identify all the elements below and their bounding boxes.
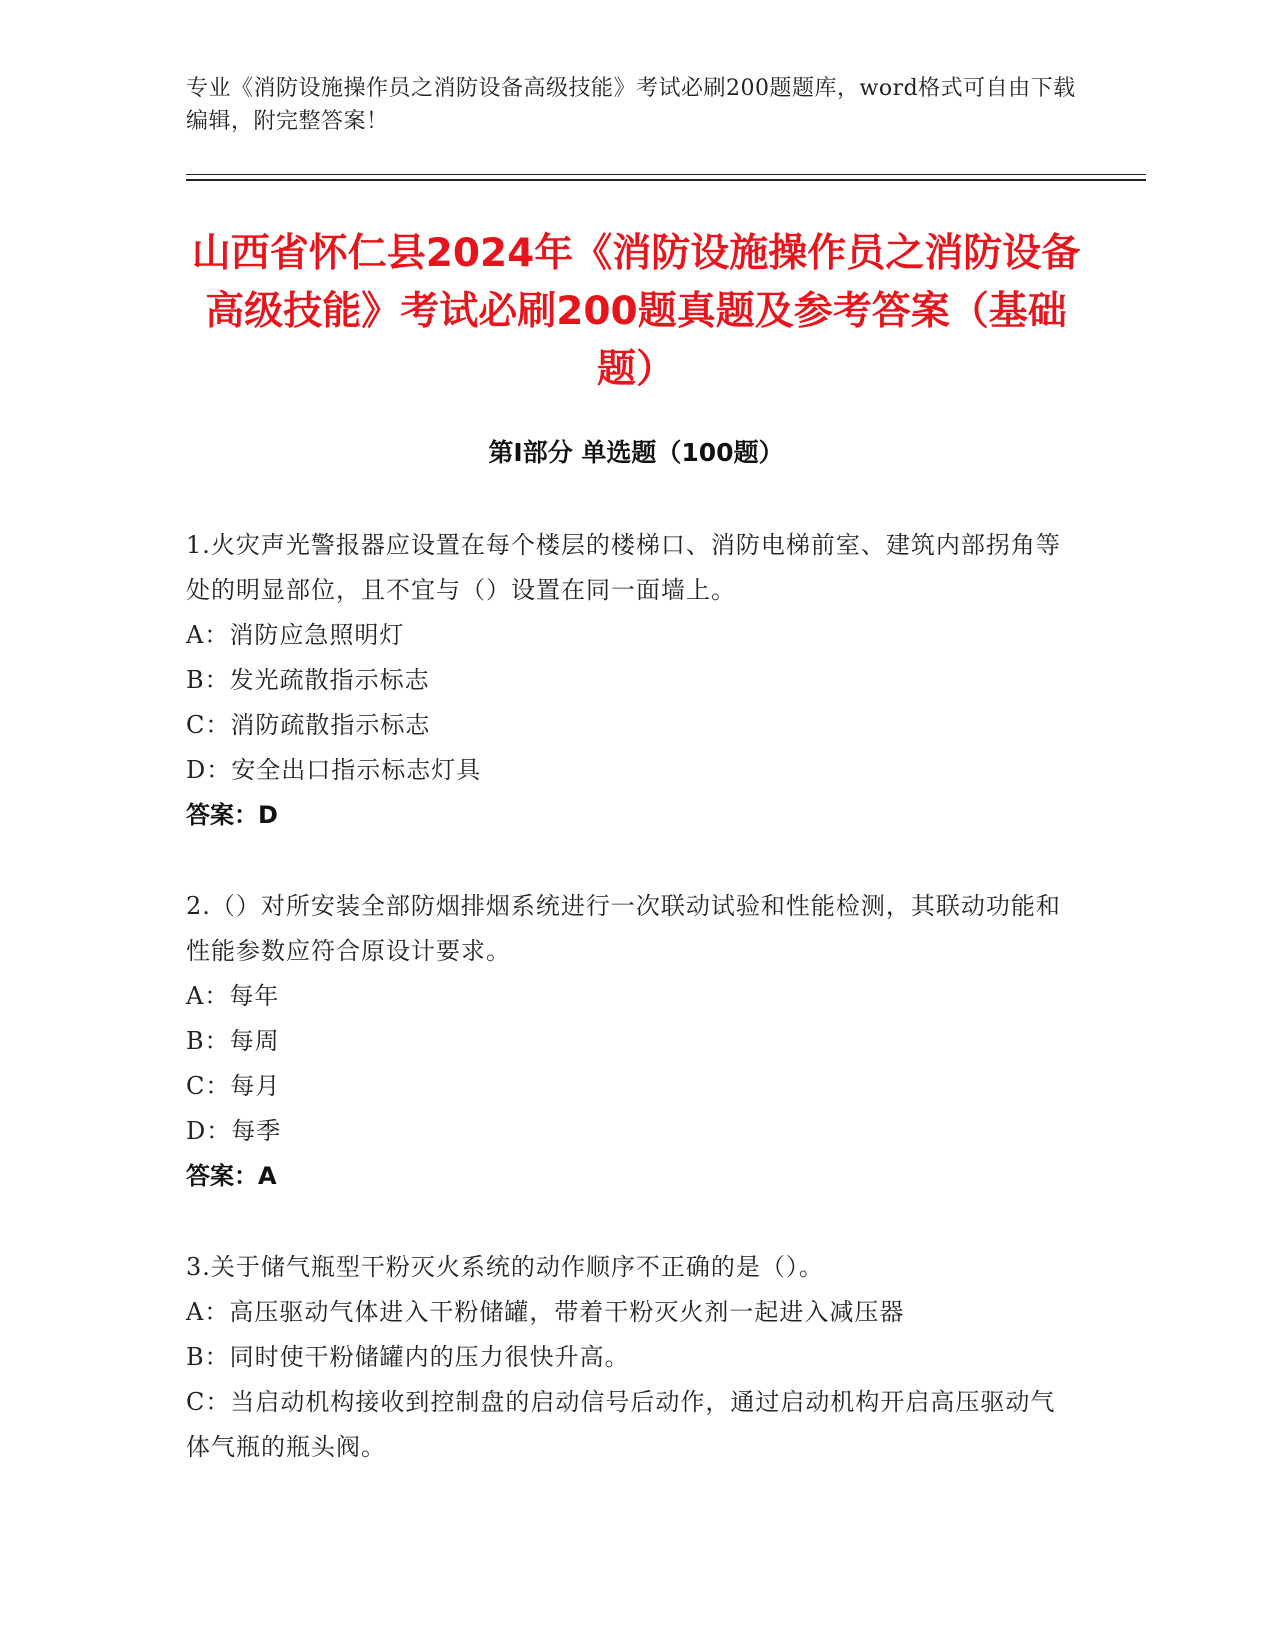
- question-option: B：发光疏散指示标志: [186, 666, 430, 694]
- question-option: C：每月: [186, 1072, 281, 1100]
- question-option: A：消防应急照明灯: [186, 621, 405, 649]
- question-answer: 答案：A: [186, 1162, 277, 1190]
- document-title: 山西省怀仁县2024年《消防设施操作员之消防设备高级技能》考试必刷200题真题及参考答案（基础题）: [191, 231, 1081, 392]
- question-option: D：安全出口指示标志灯具: [186, 756, 482, 784]
- header-note: 专业《消防设施操作员之消防设备高级技能》考试必刷200题题库，word格式可自由下载编辑，附完整答案！: [186, 76, 1076, 134]
- question-answer: 答案：D: [186, 801, 278, 829]
- header-divider-thick: [186, 179, 1146, 181]
- question-item: [186, 884, 1066, 1199]
- question-option: B：每周: [186, 1027, 280, 1055]
- question-option: C：消防疏散指示标志: [186, 711, 431, 739]
- question-option: C：当启动机构接收到控制盘的启动信号后动作，通过启动机构开启高压驱动气体气瓶的瓶头阀。: [186, 1388, 1056, 1461]
- question-option: A：每年: [186, 982, 280, 1010]
- question-option: A：高压驱动气体进入干粉储罐，带着干粉灭火剂一起进入减压器: [186, 1298, 905, 1326]
- question-item: [186, 523, 1066, 838]
- header-divider-thin: [186, 174, 1146, 175]
- question-stem: 3.关于储气瓶型干粉灭火系统的动作顺序不正确的是（）。: [186, 1253, 824, 1281]
- section-title: 第I部分 单选题（100题）: [488, 438, 784, 467]
- question-stem: 2.（）对所安装全部防烟排烟系统进行一次联动试验和性能检测，其联动功能和性能参数应符合原设计要求。: [186, 892, 1061, 965]
- question-stem: 1.火灾声光警报器应设置在每个楼层的楼梯口、消防电梯前室、建筑内部拐角等处的明显部位，且不宜与（）设置在同一面墙上。: [186, 531, 1061, 604]
- question-list: [186, 523, 1066, 1516]
- question-option: D：每季: [186, 1117, 282, 1145]
- question-option: B：同时使干粉储罐内的压力很快升高。: [186, 1343, 630, 1371]
- question-item: [186, 1245, 1066, 1470]
